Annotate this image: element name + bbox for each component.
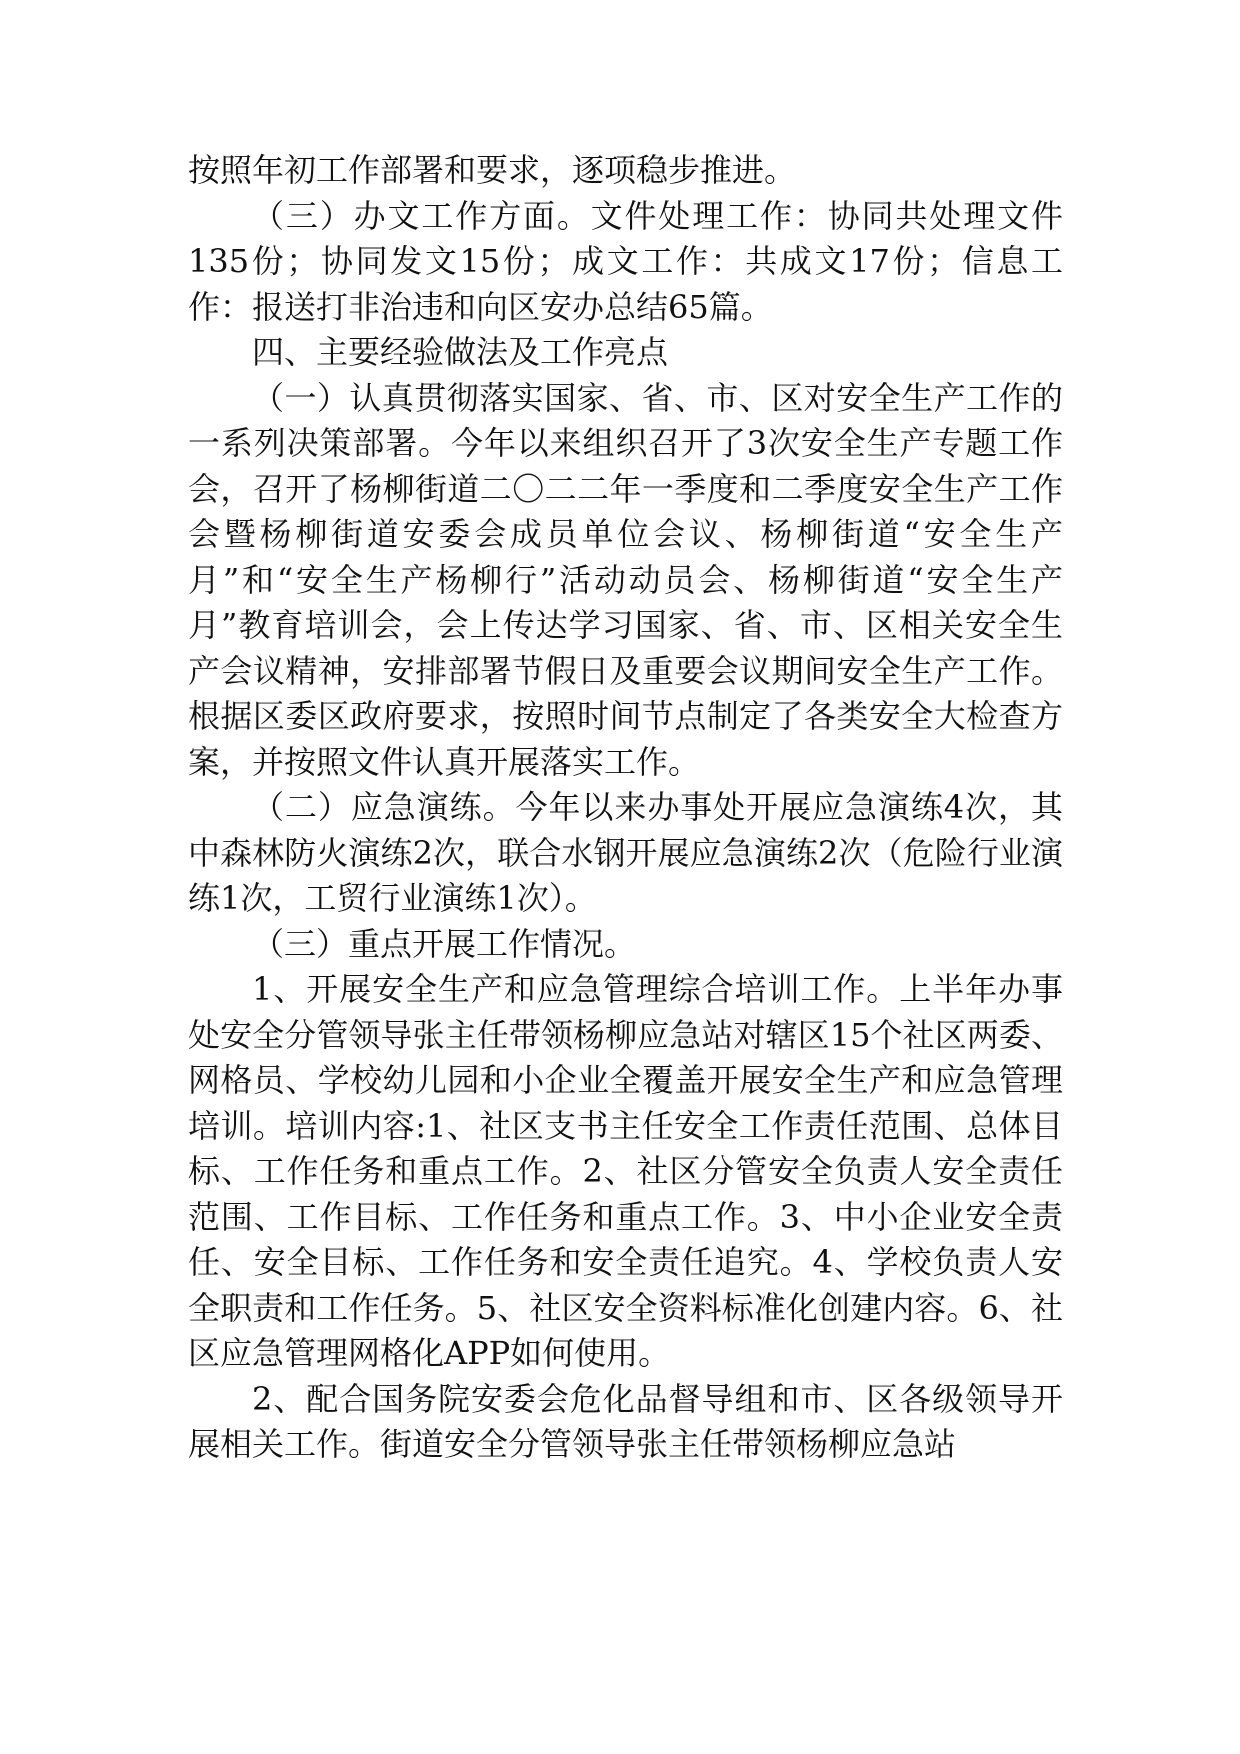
- paragraph-emergency-drills: （二）应急演练。今年以来办事处开展应急演练4次，其中森林防火演练2次，联合水钢开展应急演练2次（危险行业演练1次，工贸行业演练1次）。: [188, 788, 1063, 917]
- paragraph-key-work: （三）重点开展工作情况。: [252, 924, 637, 963]
- section-heading-experience: 四、主要经验做法及工作亮点: [252, 333, 669, 371]
- paragraph-implementation: （一）认真贯彻落实国家、省、市、区对安全生产工作的一系列决策部署。今年以来组织召开了3次安全生产专题工作会，召开了杨柳街道二〇二二年一季度和二季度安全生产工作会暨杨柳街道安委会成员单位会议、杨柳街道“安全生产月”和“安全生产杨柳行”活动动员会、杨柳街道“安全生产月”教育培训会，会上传达学习国家、省、市、区相关安全生产会议精神，安排部署节假日及重要会议期间安全生产工作。根据区委区政府要求，按照时间节点制定了各类安全大检查方案，并按照文件认真开展落实工作。: [188, 378, 1063, 781]
- paragraph-training: 1、开展安全生产和应急管理综合培训工作。上半年办事处安全分管领导张主任带领杨柳应急站对辖区15个社区两委、网格员、学校幼儿园和小企业全覆盖开展安全生产和应急管理培训。培训内容:1、社区支书主任安全工作责任范围、总体目标、工作任务和重点工作。2、社区分管安全负责人安全责任范围、工作目标、工作任务和重点工作。3、中小企业安全责任、安全目标、工作任务和安全责任追究。4、学校负责人安全职责和工作任务。5、社区安全资料标准化创建内容。6、社区应急管理网格化APP如何使用。: [188, 970, 1063, 1372]
- paragraph-continuation: 按照年初工作部署和要求，逐项稳步推进。: [188, 151, 797, 189]
- document-body: [188, 148, 1063, 1468]
- paragraph-document-handling: （三）办文工作方面。文件处理工作：协同共处理文件135份；协同发文15份；成文工作：共成文17份；信息工作：报送打非治违和向区安办总结65篇。: [188, 196, 1063, 326]
- paragraph-cooperation: 2、配合国务院安委会危化品督导组和市、区各级领导开展相关工作。街道安全分管领导张主任带领杨柳应急站: [188, 1379, 1063, 1463]
